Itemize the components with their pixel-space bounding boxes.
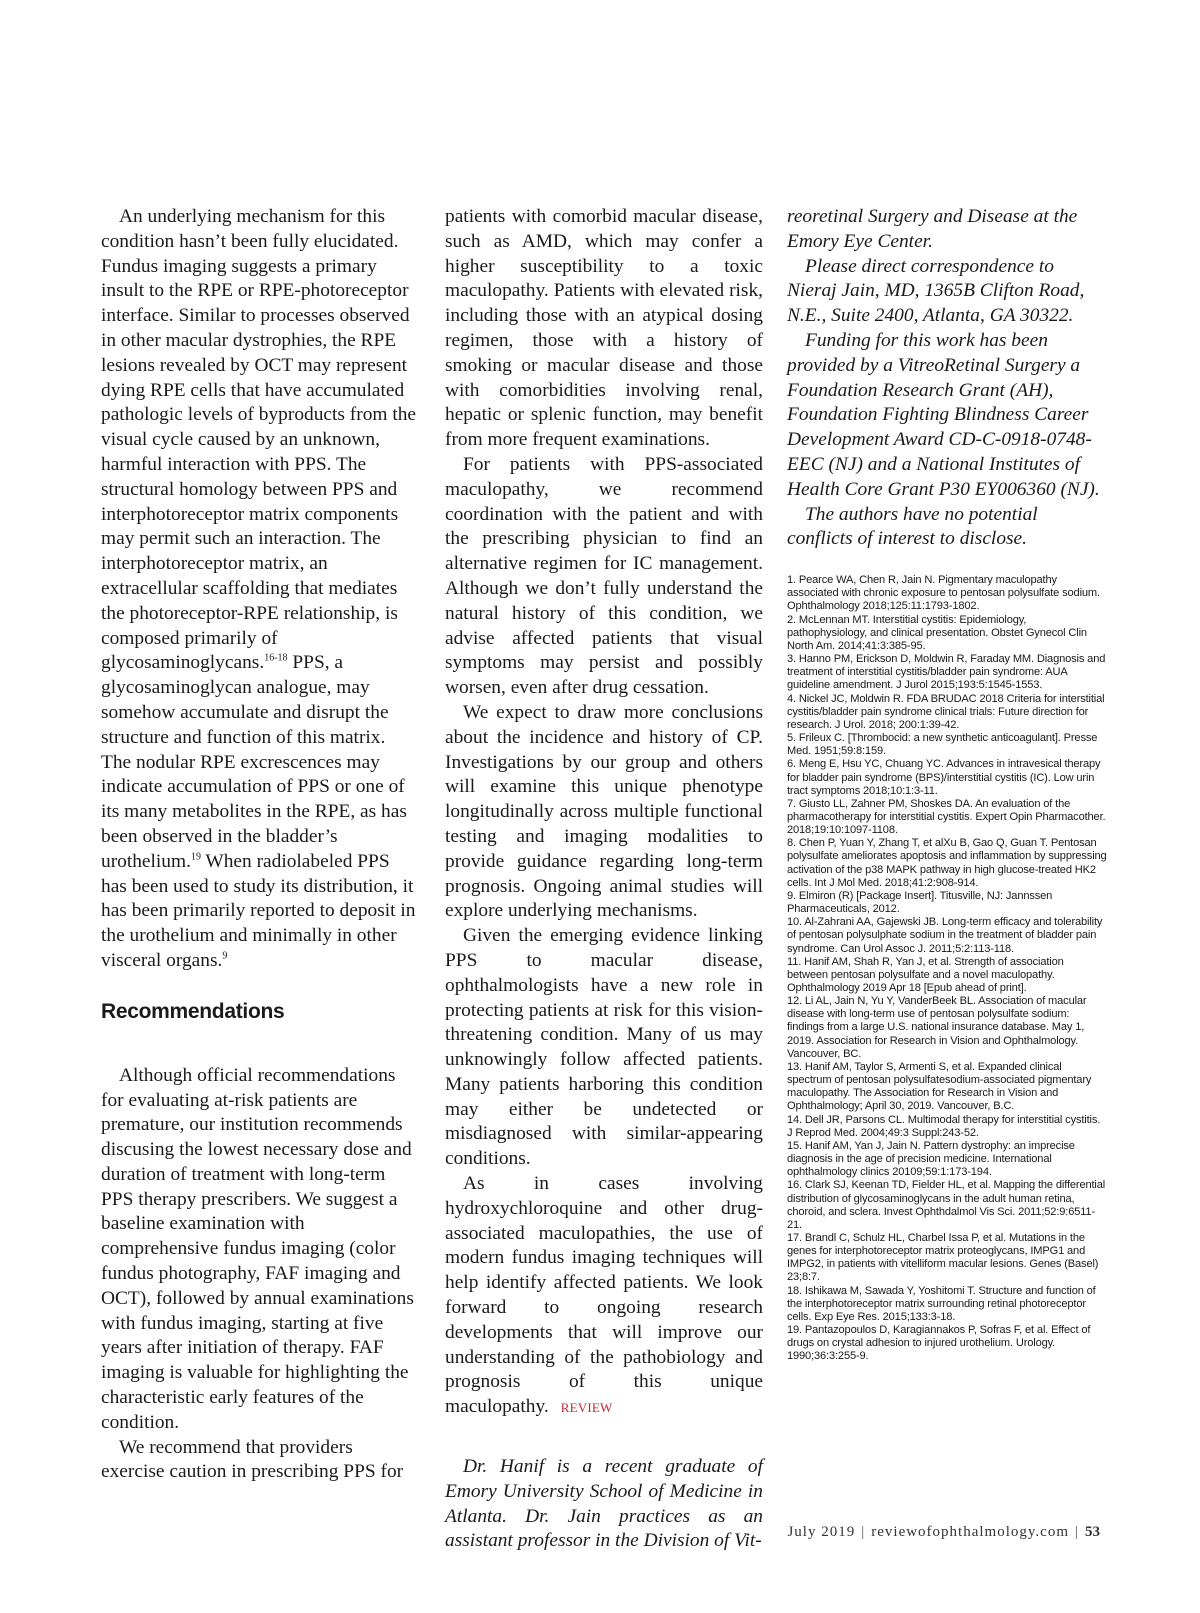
body-paragraph: Given the emerging evidence linking PPS to macular disease, ophthalmologists have a new role in protecting patients at risk for this vision-threatening condition. Many of us may unknowingly follow affected patients. Many patients harboring this condition may either be undetected or misdiagnosed with similar-appearing conditions. — [445, 925, 763, 1170]
website-link[interactable]: reviewofophthalmology.com — [871, 1524, 1069, 1540]
body-paragraph: patients with comorbid macular disease, such as AMD, which may confer a higher susceptibility to a toxic maculopathy. Patients with elevated risk, including those with an atypical dosing regimen, those with a history of smoking or macular disease and those with comorbidities involving renal, hepatic or splenic function, may benefit from more frequent examinations. — [445, 206, 763, 451]
reference-item: 5. Frileux C. [Thrombocid: a new synthetic anticoagulant]. Presse Med. 1951;59:8:159. — [787, 732, 1098, 758]
reference-item: 14. Dell JR, Parsons CL. Multimodal therapy for interstitial cystitis. J Reprod Med. 2004;49:3 Suppl:243-52. — [787, 1113, 1101, 1139]
reference-item: 9. Elmiron (R) [Package Insert]. Titusville, NJ: Jannssen Pharmaceuticals, 2012. — [787, 889, 1053, 916]
correspondence-note: Please direct correspondence to Nieraj Jain, MD, 1365B Clifton Road, N.E., Suite 2400, Atlanta, GA 30322. — [787, 255, 1085, 327]
review-end-mark: REVIEW — [560, 1400, 613, 1416]
reference-item: 19. Pantazopoulos D, Karagiannakos P, Sofras F, et al. Effect of drugs on crystal adhesion to injured urothelium. Urology. 1990;36:3:255-9. — [787, 1324, 1091, 1363]
reference-item: 12. Li AL, Jain N, Yu Y, VanderBeek BL. Association of macular disease with long-term use of pentosan polysulfate sodium: findings from a large U.S. national insurance database. May 1, 2019. Association for Research in Vision and Ophthalmology. Vancouver, BC. — [787, 995, 1087, 1060]
reference-item: 13. Hanif AM, Taylor S, Armenti S, et al. Expanded clinical spectrum of pentosan polysulfatesodium-associated pigmentary maculopathy. The Association for Research in Vision and Ophthalmology; April 30, 2019. Vancouver, B.C. — [787, 1060, 1092, 1113]
footer-separator: | — [861, 1524, 866, 1540]
footer-separator: | — [1074, 1524, 1079, 1540]
article-column-1 — [101, 205, 419, 1485]
references-list — [787, 574, 1107, 1363]
reference-item: 10. Al-Zahrani AA, Gajewski JB. Long-term efficacy and tolerability of pentosan polysulphate sodium in the treatment of bladder pain syndrome. Can Urol Assoc J. 2011;5:2:113-118. — [787, 916, 1103, 955]
body-paragraph: As in cases involving hydroxychloroquine and other drug-associated maculopathies, the use of modern fundus imaging techniques will help identify affected patients. We look forward to ongoing research developments that will improve our understanding of the pathobiology and prognosis of this unique maculopathy. REVIEW — [445, 1173, 763, 1418]
page-footer — [787, 1524, 1100, 1541]
article-column-3 — [787, 205, 1107, 1364]
body-paragraph: We expect to draw more conclusions about the incidence and history of CP. Investigations by our group and others will examine this unique phenotype longitudinally across multiple functional testing and imaging modalities to provide guidance regarding long-term prognosis. Ongoing animal studies will explore underlying mechanisms. — [445, 701, 763, 922]
body-paragraph: We recommend that providers exercise caution in prescribing PPS for — [101, 1436, 404, 1483]
reference-item: 17. Brandl C, Schulz HL, Charbel Issa P, et al. Mutations in the genes for interphotoreceptor matrix proteoglycans, IMPG1 and IMPG2, in patients with vitelliform macular lesions. Genes (Basel) 23;8:7. — [787, 1231, 1099, 1284]
body-paragraph: Although official recommendations for evaluating at-risk patients are premature, our institution recommends discusing the lowest necessary dose and duration of treatment with long-term PPS therapy prescribers. We suggest a baseline examination with comprehensive fundus imaging (color fundus photography, FAF imaging and OCT), followed by annual examinations with fundus imaging, starting at five years after initiation of therapy. FAF imaging is valuable for highlighting the characteristic early features of the condition. — [101, 1064, 414, 1433]
disclosure-note: The authors have no potential conflicts of interest to disclose. — [787, 503, 1038, 550]
article-column-2 — [445, 205, 763, 1554]
body-paragraph: An underlying mechanism for this condition hasn’t been fully elucidated. Fundus imaging suggests a primary insult to the RPE or RPE-photoreceptor interface. Similar to processes observed in other macular dystrophies, the RPE lesions revealed by OCT may represent dying RPE cells that have accumulated pathologic levels of byproducts from the visual cycle caused by an unknown, harmful interaction with PPS. The structural homology between PPS and interphotoreceptor matrix components may permit such an interaction. The interphotoreceptor matrix, an extracellular scaffolding that mediates the photoreceptor-RPE relationship, is composed primarily of glycosaminoglycans.$^{16-18}$ PPS, a glycosaminoglycan analogue, may somehow accumulate and disrupt the structure and function of this matrix. The nodular RPE excrescences may indicate accumulation of PPS or one of its many metabolites in the RPE, as has been observed in the bladder’s urothelium.$^{19}$ When radiolabeled PPS has been used to study its distribution, it has been primarily reported to deposit in the urothelium and minimally in other visceral organs.$^9$ — [101, 206, 417, 971]
author-bio: Dr. Hanif is a recent graduate of Emory University School of Medicine in Atlanta. Dr. Jain practices as an assistant professor in the Division of Vit- — [445, 1456, 763, 1552]
author-bio-continued: reoretinal Surgery and Disease at the Emory Eye Center. — [787, 206, 1078, 252]
section-heading-recommendations: Recommendations — [101, 999, 285, 1023]
issue-date: July 2019 — [787, 1524, 856, 1540]
page-number: 53 — [1085, 1524, 1100, 1540]
citation-superscript: 19 — [190, 851, 201, 863]
reference-item: 8. Chen P, Yuan Y, Zhang T, et alXu B, Gao Q, Guan T. Pentosan polysulfate ameliorates apoptosis and inflammation by suppressing activation of the p38 MAPK pathway in high glucose-treated HK2 cells. Int J Mol Med. 2018;41:2:908-914. — [787, 837, 1107, 889]
citation-superscript: 9 — [222, 950, 228, 962]
citation-superscript: 16-18 — [264, 652, 288, 664]
reference-item: 16. Clark SJ, Keenan TD, Fielder HL, et al. Mapping the differential distribution of glycosaminoglycans in the adult human retina, choroid, and sclera. Invest Ophthdalmol Vis Sci. 2011;52:9:6511-21. — [787, 1179, 1106, 1231]
reference-item: 4. Nickel JC, Moldwin R. FDA BRUDAC 2018 Criteria for interstitial cystitis/bladder pain syndrome clinical trials: Future direction for research. J Urol. 2018; 200:1:39-42. — [787, 692, 1105, 731]
reference-item: 11. Hanif AM, Shah R, Yan J, et al. Strength of association between pentosan polysulfate and a novel maculopathy. Ophthalmology 2019 Apr 18 [Epub ahead of print]. — [787, 955, 1064, 994]
reference-item: 1. Pearce WA, Chen R, Jain N. Pigmentary maculopathy associated with chronic exposure to pentosan polysulfate sodium. Ophthalmology 2018;125:11:1793-1802. — [787, 574, 1100, 613]
reference-item: 15. Hanif AM, Yan J, Jain N. Pattern dystrophy: an imprecise diagnosis in the age of precision medicine. International ophthalmology clinics 20109;59:1:173-194. — [787, 1139, 1075, 1179]
reference-item: 7. Giusto LL, Zahner PM, Shoskes DA. An evaluation of the pharmacotherapy for interstitial cystitis. Expert Opin Pharmacother. 2018;19:10:1097-1108. — [787, 797, 1106, 837]
funding-note: Funding for this work has been provided by a VitreoRetinal Surgery a Foundation Research Grant (AH), Foundation Fighting Blindness Career Development Award CD-C-0918-0748-EEC (NJ) and a National Institutes of Health Core Grant P30 EY006360 (NJ). — [787, 329, 1100, 500]
reference-item: 2. McLennan MT. Interstitial cystitis: Epidemiology, pathophysiology, and clinical presentation. Obstet Gynecol Clin North Am. 2014;41:3:385-95. — [787, 613, 1087, 652]
reference-item: 3. Hanno PM, Erickson D, Moldwin R, Faraday MM. Diagnosis and treatment of interstitial cystitis/bladder pain syndrome: AUA guideline amendment. J Jurol 2015;193:5:1545-1553. — [787, 653, 1106, 692]
reference-item: 18. Ishikawa M, Sawada Y, Yoshitomi T. Structure and function of the interphotoreceptor matrix surrounding retinal photoreceptor cells. Exp Eye Res. 2015;133:3-18. — [787, 1284, 1096, 1323]
reference-item: 6. Meng E, Hsu YC, Chuang YC. Advances in intravesical therapy for bladder pain syndrome (BPS)/interstitial cystitis (IC). Low urin tract symptoms 2018;10:1:3-11. — [787, 758, 1101, 797]
body-paragraph: For patients with PPS-associated maculopathy, we recommend coordination with the patient and with the prescribing physician to find an alternative regimen for IC management. Although we don’t fully understand the natural history of this condition, we advise affected patients that visual symptoms may persist and possibly worsen, even after drug cessation. — [445, 453, 763, 699]
